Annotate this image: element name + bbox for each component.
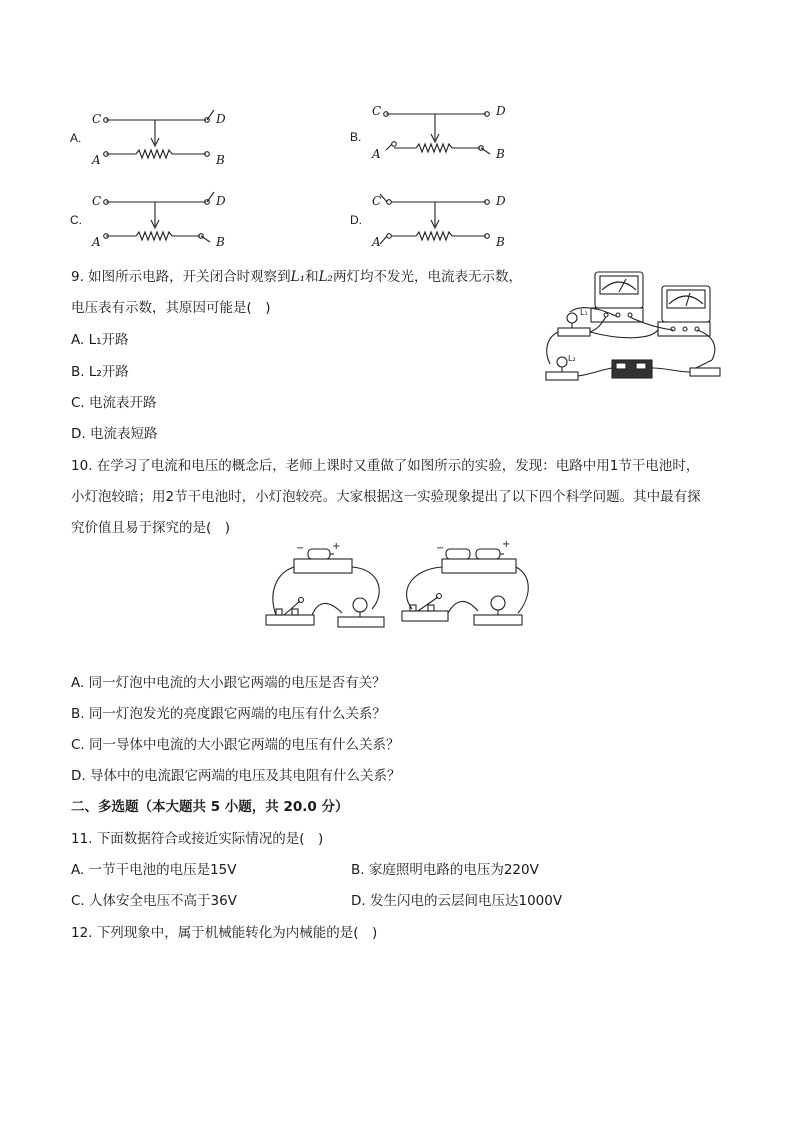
terminal-d-label: D	[216, 194, 226, 208]
q10-stem-line3: 究价值且易于探究的是( )	[71, 520, 231, 536]
q9-option-c[interactable]: C. 电流表开路	[71, 395, 157, 411]
q11-option-a[interactable]: A. 一节干电池的电压是15V	[71, 862, 237, 878]
terminal-d-label: D	[216, 112, 226, 126]
cell-minus-sign-right: −	[436, 543, 445, 554]
option-letter: D.	[350, 213, 362, 227]
q10-option-d[interactable]: D. 导体中的电流跟它两端的电压及其电阻有什么关系？	[71, 768, 401, 784]
cell-minus-sign-left: −	[296, 543, 305, 554]
terminal-a-label: A	[372, 235, 381, 249]
cell-plus-sign-right: +	[502, 539, 511, 550]
terminal-a-label: A	[92, 153, 101, 167]
terminal-a-label: A	[92, 235, 101, 249]
terminal-c-label: C	[372, 104, 382, 118]
q9-stem-line2: 电压表有示数，其原因可能是( )	[71, 300, 271, 316]
terminal-b-label: B	[496, 235, 505, 249]
terminal-b-label: B	[496, 147, 505, 161]
sliding-rheostat-diagram	[350, 190, 530, 252]
terminal-b-label: B	[216, 153, 225, 167]
terminal-c-label: C	[92, 112, 102, 126]
cell-plus-sign-left: +	[332, 541, 341, 552]
q8-option-a[interactable]	[70, 108, 250, 170]
q10-option-b[interactable]: B. 同一灯泡发光的亮度跟它两端的电压有什么关系？	[71, 706, 386, 722]
terminal-a-label: A	[372, 147, 381, 161]
q9-stem-line1	[71, 267, 522, 287]
q11-option-d[interactable]: D. 发生闪电的云层间电压达1000V	[351, 893, 563, 909]
q10-stem-line1: 10. 在学习了电流和电压的概念后，老师上课时又重做了如图所示的实验，发现：电路中用1节干电池时，	[71, 458, 700, 474]
q9-and: 和	[305, 269, 319, 285]
q11-option-b[interactable]: B. 家庭照明电路的电压为220V	[351, 862, 539, 878]
q11-stem: 11. 下面数据符合或接近实际情况的是( )	[71, 831, 324, 847]
terminal-c-label: C	[372, 194, 382, 208]
q8-option-d[interactable]	[350, 190, 530, 252]
figure-label-l1: L₁	[580, 308, 588, 317]
sliding-rheostat-diagram	[350, 100, 530, 162]
q9-option-b[interactable]: B. L₂开路	[71, 364, 129, 380]
q11-option-c[interactable]: C. 人体安全电压不高于36V	[71, 893, 237, 909]
figure-label-l2: L₂	[568, 354, 576, 363]
q9-option-d[interactable]: D. 电流表短路	[71, 426, 158, 442]
q10-stem-line2: 小灯泡较暗；用2节干电池时，小灯泡较亮。大家根据这一实验现象提出了以下四个科学问题。其中最有探	[71, 489, 701, 505]
sliding-rheostat-diagram	[70, 108, 250, 170]
option-letter: A.	[70, 131, 82, 145]
terminal-d-label: D	[496, 104, 506, 118]
q8-option-b[interactable]	[350, 100, 530, 162]
terminal-b-label: B	[216, 235, 225, 249]
q9-stem-text: 9. 如图所示电路，开关闭合时观察到	[71, 269, 291, 285]
terminal-d-label: D	[496, 194, 506, 208]
lamp-l2-label: L₂	[318, 269, 333, 285]
q10-option-a[interactable]: A. 同一灯泡中电流的大小跟它两端的电压是否有关？	[71, 675, 386, 691]
option-letter: B.	[350, 130, 362, 144]
sliding-rheostat-diagram	[70, 190, 250, 252]
q9-circuit-figure	[540, 268, 725, 388]
lamp-l1-label: L₁	[290, 269, 306, 285]
q10-option-c[interactable]: C. 同一导体中电流的大小跟它两端的电压有什么关系？	[71, 737, 400, 753]
terminal-c-label: C	[92, 194, 102, 208]
q9-option-a[interactable]: A. L₁开路	[71, 332, 129, 348]
q10-circuits-figure	[262, 539, 532, 635]
q9-stem-text-post: 两灯均不发光，电流表无示数，	[332, 269, 522, 285]
option-letter: C.	[70, 213, 82, 227]
q8-option-c[interactable]	[70, 190, 250, 252]
q12-stem: 12. 下列现象中，属于机械能转化为内械能的是( )	[71, 925, 378, 941]
section-title: 二、多选题（本大题共 5 小题，共 20.0 分）	[71, 799, 349, 815]
